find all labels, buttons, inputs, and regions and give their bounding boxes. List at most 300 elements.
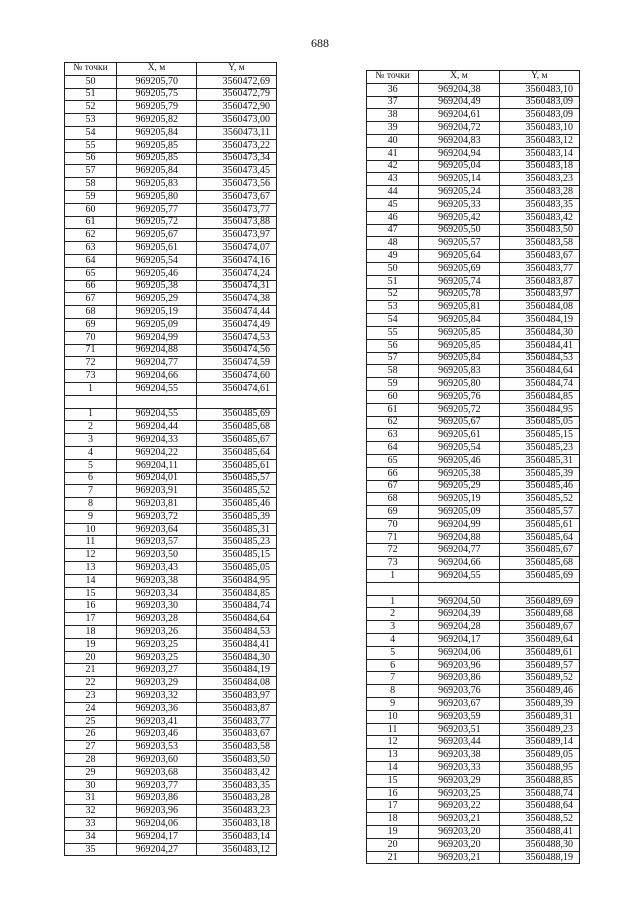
table-row <box>367 237 580 250</box>
table-row <box>65 626 277 639</box>
table-row <box>65 741 277 754</box>
y-coordinate-cell: 3560485,15 <box>499 429 579 442</box>
table-row <box>65 280 277 293</box>
point-number-cell: 72 <box>367 544 419 557</box>
table-row <box>367 429 580 442</box>
x-coordinate-cell: 969205,85 <box>419 326 499 339</box>
point-number-cell: 7 <box>65 485 117 498</box>
y-coordinate-cell: 3560488,41 <box>499 826 579 839</box>
point-number-cell: 42 <box>367 160 419 173</box>
table-row <box>367 403 580 416</box>
header-y: Y, м <box>499 71 579 84</box>
point-number-cell: 21 <box>367 851 419 864</box>
x-coordinate-cell: 969203,29 <box>419 774 499 787</box>
table-row <box>367 595 580 608</box>
point-number-cell: 10 <box>65 523 117 536</box>
y-coordinate-cell <box>197 395 277 408</box>
point-number-cell: 38 <box>367 109 419 122</box>
x-coordinate-cell: 969204,77 <box>419 544 499 557</box>
y-coordinate-cell: 3560485,57 <box>499 506 579 519</box>
table-row <box>65 485 277 498</box>
y-coordinate-cell: 3560485,69 <box>197 408 277 421</box>
point-number-cell: 36 <box>367 83 419 96</box>
point-number-cell: 26 <box>65 728 117 741</box>
y-coordinate-cell: 3560473,88 <box>197 216 277 229</box>
y-coordinate-cell: 3560485,39 <box>197 510 277 523</box>
table-row <box>65 382 277 395</box>
header-x: X, м <box>419 71 499 84</box>
y-coordinate-cell: 3560474,60 <box>197 370 277 383</box>
table-row <box>367 493 580 506</box>
point-number-cell: 3 <box>367 621 419 634</box>
table-row <box>65 88 277 101</box>
page-number: 688 <box>311 36 329 50</box>
y-coordinate-cell: 3560474,38 <box>197 293 277 306</box>
y-coordinate-cell: 3560484,95 <box>197 574 277 587</box>
point-number-cell: 66 <box>367 467 419 480</box>
x-coordinate-cell: 969205,72 <box>117 216 197 229</box>
table-row <box>65 190 277 203</box>
x-coordinate-cell: 969203,57 <box>117 536 197 549</box>
y-coordinate-cell: 3560485,61 <box>197 459 277 472</box>
point-number-cell: 8 <box>65 498 117 511</box>
table-row <box>65 344 277 357</box>
y-coordinate-cell: 3560489,23 <box>499 723 579 736</box>
table-row <box>65 562 277 575</box>
table-row <box>367 710 580 723</box>
y-coordinate-cell: 3560483,23 <box>197 805 277 818</box>
point-number-cell: 11 <box>367 723 419 736</box>
table-row <box>65 600 277 613</box>
table-row <box>367 582 580 595</box>
x-coordinate-cell <box>419 582 499 595</box>
point-number-cell: 62 <box>65 229 117 242</box>
table-row <box>65 267 277 280</box>
y-coordinate-cell: 3560488,85 <box>499 774 579 787</box>
y-coordinate-cell: 3560473,77 <box>197 203 277 216</box>
point-number-cell: 51 <box>65 88 117 101</box>
y-coordinate-cell: 3560485,57 <box>197 472 277 485</box>
x-coordinate-cell: 969203,51 <box>419 723 499 736</box>
x-coordinate-cell: 969205,69 <box>419 262 499 275</box>
table-row <box>65 408 277 421</box>
y-coordinate-cell: 3560472,79 <box>197 88 277 101</box>
y-coordinate-cell: 3560489,46 <box>499 685 579 698</box>
x-coordinate-cell: 969203,41 <box>117 715 197 728</box>
table-row <box>367 506 580 519</box>
point-number-cell: 68 <box>367 493 419 506</box>
y-coordinate-cell: 3560474,07 <box>197 242 277 255</box>
x-coordinate-cell: 969205,78 <box>419 288 499 301</box>
point-number-cell: 24 <box>65 702 117 715</box>
y-coordinate-cell: 3560484,08 <box>499 301 579 314</box>
point-number-cell: 70 <box>367 518 419 531</box>
x-coordinate-cell: 969203,72 <box>117 510 197 523</box>
point-number-cell: 34 <box>65 830 117 843</box>
table-row <box>65 446 277 459</box>
point-number-cell: 10 <box>367 710 419 723</box>
header-point-number: № точки <box>65 63 117 76</box>
table-header-row <box>65 63 277 76</box>
x-coordinate-cell: 969205,54 <box>419 442 499 455</box>
point-number-cell: 43 <box>367 173 419 186</box>
x-coordinate-cell: 969204,38 <box>419 83 499 96</box>
table-row <box>65 498 277 511</box>
point-number-cell: 1 <box>65 408 117 421</box>
table-row <box>367 634 580 647</box>
point-number-cell: 6 <box>367 659 419 672</box>
header-y: Y, м <box>197 63 277 76</box>
x-coordinate-cell: 969203,53 <box>117 741 197 754</box>
x-coordinate-cell: 969204,99 <box>117 331 197 344</box>
point-number-cell: 58 <box>65 178 117 191</box>
x-coordinate-cell: 969205,14 <box>419 173 499 186</box>
table-row <box>367 224 580 237</box>
table-row <box>367 851 580 864</box>
x-coordinate-cell: 969204,99 <box>419 518 499 531</box>
y-coordinate-cell: 3560485,64 <box>197 446 277 459</box>
y-coordinate-cell: 3560483,12 <box>197 843 277 856</box>
x-coordinate-cell: 969205,72 <box>419 403 499 416</box>
table-row <box>367 698 580 711</box>
x-coordinate-cell: 969205,77 <box>117 203 197 216</box>
y-coordinate-cell: 3560484,74 <box>197 600 277 613</box>
x-coordinate-cell: 969205,50 <box>419 224 499 237</box>
header-point-number: № точки <box>367 71 419 84</box>
x-coordinate-cell: 969204,72 <box>419 122 499 135</box>
y-coordinate-cell: 3560485,05 <box>197 562 277 575</box>
y-coordinate-cell: 3560483,58 <box>499 237 579 250</box>
point-number-cell: 39 <box>367 122 419 135</box>
table-header-row <box>367 71 580 84</box>
point-number-cell: 60 <box>65 203 117 216</box>
y-coordinate-cell: 3560489,69 <box>499 595 579 608</box>
y-coordinate-cell: 3560473,97 <box>197 229 277 242</box>
table-row <box>367 275 580 288</box>
y-coordinate-cell: 3560485,64 <box>499 531 579 544</box>
x-coordinate-cell: 969205,09 <box>419 506 499 519</box>
y-coordinate-cell: 3560484,41 <box>499 339 579 352</box>
x-coordinate-cell: 969205,09 <box>117 318 197 331</box>
y-coordinate-cell: 3560483,23 <box>499 173 579 186</box>
point-number-cell: 65 <box>367 454 419 467</box>
point-number-cell: 2 <box>65 421 117 434</box>
y-coordinate-cell: 3560484,30 <box>197 651 277 664</box>
y-coordinate-cell: 3560483,18 <box>197 818 277 831</box>
table-row <box>65 114 277 127</box>
y-coordinate-cell: 3560483,87 <box>499 275 579 288</box>
x-coordinate-cell: 969203,20 <box>419 838 499 851</box>
y-coordinate-cell: 3560474,24 <box>197 267 277 280</box>
table-row <box>65 459 277 472</box>
point-number-cell: 67 <box>367 480 419 493</box>
point-number-cell: 69 <box>367 506 419 519</box>
y-coordinate-cell: 3560473,34 <box>197 152 277 165</box>
y-coordinate-cell: 3560483,10 <box>499 122 579 135</box>
point-number-cell: 73 <box>65 370 117 383</box>
y-coordinate-cell: 3560488,64 <box>499 800 579 813</box>
x-coordinate-cell: 969203,21 <box>419 813 499 826</box>
x-coordinate-cell: 969203,28 <box>117 613 197 626</box>
x-coordinate-cell: 969204,01 <box>117 472 197 485</box>
x-coordinate-cell: 969204,77 <box>117 357 197 370</box>
y-coordinate-cell: 3560473,45 <box>197 165 277 178</box>
x-coordinate-cell: 969203,26 <box>117 626 197 639</box>
x-coordinate-cell: 969203,30 <box>117 600 197 613</box>
point-number-cell: 50 <box>367 262 419 275</box>
table-row <box>367 826 580 839</box>
table-body-left <box>65 75 277 856</box>
x-coordinate-cell: 969205,84 <box>419 352 499 365</box>
point-number-cell: 48 <box>367 237 419 250</box>
table-row <box>367 96 580 109</box>
table-row <box>367 390 580 403</box>
y-coordinate-cell: 3560485,52 <box>499 493 579 506</box>
point-number-cell: 14 <box>65 574 117 587</box>
y-coordinate-cell: 3560474,56 <box>197 344 277 357</box>
x-coordinate-cell: 969205,29 <box>117 293 197 306</box>
x-coordinate-cell: 969203,21 <box>419 851 499 864</box>
table-row <box>367 518 580 531</box>
x-coordinate-cell: 969204,49 <box>419 96 499 109</box>
point-number-cell: 4 <box>367 634 419 647</box>
table-row <box>367 173 580 186</box>
y-coordinate-cell: 3560485,68 <box>499 557 579 570</box>
y-coordinate-cell: 3560473,22 <box>197 139 277 152</box>
point-number-cell: 60 <box>367 390 419 403</box>
table-row <box>367 544 580 557</box>
y-coordinate-cell: 3560489,68 <box>499 608 579 621</box>
x-coordinate-cell: 969203,44 <box>419 736 499 749</box>
point-number-cell: 61 <box>65 216 117 229</box>
x-coordinate-cell: 969205,29 <box>419 480 499 493</box>
x-coordinate-cell: 969205,80 <box>117 190 197 203</box>
x-coordinate-cell: 969204,17 <box>419 634 499 647</box>
point-number-cell: 64 <box>367 442 419 455</box>
y-coordinate-cell: 3560483,67 <box>499 250 579 263</box>
x-coordinate-cell: 969204,94 <box>419 147 499 160</box>
x-coordinate-cell <box>117 395 197 408</box>
y-coordinate-cell: 3560483,77 <box>197 715 277 728</box>
table-row <box>65 229 277 242</box>
point-number-cell: 37 <box>367 96 419 109</box>
y-coordinate-cell: 3560484,64 <box>197 613 277 626</box>
point-number-cell: 41 <box>367 147 419 160</box>
table-row <box>367 749 580 762</box>
table-row <box>367 352 580 365</box>
table-row <box>65 754 277 767</box>
point-number-cell: 32 <box>65 805 117 818</box>
point-number-cell: 29 <box>65 766 117 779</box>
point-number-cell: 46 <box>367 211 419 224</box>
point-number-cell: 15 <box>367 774 419 787</box>
table-row <box>65 306 277 319</box>
x-coordinate-cell: 969203,64 <box>117 523 197 536</box>
y-coordinate-cell: 3560485,46 <box>499 480 579 493</box>
y-coordinate-cell: 3560483,97 <box>499 288 579 301</box>
x-coordinate-cell: 969204,28 <box>419 621 499 634</box>
point-number-cell: 63 <box>367 429 419 442</box>
table-row <box>65 75 277 88</box>
x-coordinate-cell: 969203,81 <box>117 498 197 511</box>
x-coordinate-cell: 969205,79 <box>117 101 197 114</box>
y-coordinate-cell: 3560485,46 <box>197 498 277 511</box>
point-number-cell: 27 <box>65 741 117 754</box>
x-coordinate-cell: 969204,39 <box>419 608 499 621</box>
x-coordinate-cell: 969204,33 <box>117 434 197 447</box>
y-coordinate-cell: 3560485,67 <box>197 434 277 447</box>
x-coordinate-cell: 969205,67 <box>117 229 197 242</box>
table-row <box>65 638 277 651</box>
x-coordinate-cell: 969204,55 <box>117 408 197 421</box>
x-coordinate-cell: 969205,84 <box>419 314 499 327</box>
table-row <box>65 805 277 818</box>
y-coordinate-cell: 3560489,05 <box>499 749 579 762</box>
point-number-cell: 73 <box>367 557 419 570</box>
y-coordinate-cell: 3560483,50 <box>499 224 579 237</box>
table-row <box>367 659 580 672</box>
x-coordinate-cell: 969205,46 <box>117 267 197 280</box>
table-row <box>65 472 277 485</box>
y-coordinate-cell: 3560472,90 <box>197 101 277 114</box>
point-number-cell: 59 <box>367 378 419 391</box>
y-coordinate-cell: 3560483,67 <box>197 728 277 741</box>
y-coordinate-cell: 3560484,53 <box>197 626 277 639</box>
x-coordinate-cell: 969205,81 <box>419 301 499 314</box>
point-number-cell: 3 <box>65 434 117 447</box>
x-coordinate-cell: 969205,61 <box>419 429 499 442</box>
y-coordinate-cell: 3560484,08 <box>197 677 277 690</box>
x-coordinate-cell: 969205,80 <box>419 378 499 391</box>
coordinates-table-left <box>64 62 277 856</box>
point-number-cell: 31 <box>65 792 117 805</box>
table-row <box>367 608 580 621</box>
y-coordinate-cell: 3560484,85 <box>499 390 579 403</box>
x-coordinate-cell: 969205,83 <box>419 365 499 378</box>
x-coordinate-cell: 969204,66 <box>117 370 197 383</box>
point-number-cell: 67 <box>65 293 117 306</box>
point-number-cell: 71 <box>65 344 117 357</box>
point-number-cell: 47 <box>367 224 419 237</box>
table-row <box>65 293 277 306</box>
y-coordinate-cell: 3560485,23 <box>499 442 579 455</box>
point-number-cell: 19 <box>65 638 117 651</box>
y-coordinate-cell: 3560483,14 <box>499 147 579 160</box>
y-coordinate-cell: 3560483,87 <box>197 702 277 715</box>
x-coordinate-cell: 969203,38 <box>117 574 197 587</box>
x-coordinate-cell: 969204,66 <box>419 557 499 570</box>
x-coordinate-cell: 969205,84 <box>117 126 197 139</box>
table-row <box>367 339 580 352</box>
point-number-cell: 7 <box>367 672 419 685</box>
y-coordinate-cell: 3560485,69 <box>499 570 579 583</box>
table-row <box>65 843 277 856</box>
x-coordinate-cell: 969205,85 <box>419 339 499 352</box>
y-coordinate-cell: 3560484,30 <box>499 326 579 339</box>
point-number-cell: 71 <box>367 531 419 544</box>
point-number-cell: 45 <box>367 198 419 211</box>
x-coordinate-cell: 969205,42 <box>419 211 499 224</box>
table-row <box>65 510 277 523</box>
point-number-cell: 33 <box>65 818 117 831</box>
point-number-cell: 59 <box>65 190 117 203</box>
table-row <box>367 262 580 275</box>
x-coordinate-cell: 969205,46 <box>419 454 499 467</box>
x-coordinate-cell: 969203,96 <box>117 805 197 818</box>
point-number-cell: 44 <box>367 186 419 199</box>
x-coordinate-cell: 969204,50 <box>419 595 499 608</box>
x-coordinate-cell: 969203,67 <box>419 698 499 711</box>
point-number-cell: 19 <box>367 826 419 839</box>
table-row <box>367 646 580 659</box>
x-coordinate-cell: 969203,32 <box>117 690 197 703</box>
table-row <box>65 101 277 114</box>
y-coordinate-cell: 3560485,52 <box>197 485 277 498</box>
y-coordinate-cell: 3560485,15 <box>197 549 277 562</box>
point-number-cell: 23 <box>65 690 117 703</box>
table-row <box>367 685 580 698</box>
table-row <box>367 454 580 467</box>
x-coordinate-cell: 969203,25 <box>117 638 197 651</box>
point-number-cell <box>367 582 419 595</box>
y-coordinate-cell: 3560483,50 <box>197 754 277 767</box>
x-coordinate-cell: 969205,75 <box>117 88 197 101</box>
table-row <box>65 715 277 728</box>
point-number-cell: 13 <box>65 562 117 575</box>
point-number-cell: 70 <box>65 331 117 344</box>
point-number-cell: 57 <box>65 165 117 178</box>
y-coordinate-cell: 3560483,97 <box>197 690 277 703</box>
point-number-cell: 54 <box>65 126 117 139</box>
y-coordinate-cell: 3560489,14 <box>499 736 579 749</box>
y-coordinate-cell: 3560488,30 <box>499 838 579 851</box>
table-row <box>367 186 580 199</box>
point-number-cell: 56 <box>65 152 117 165</box>
x-coordinate-cell: 969205,64 <box>419 250 499 263</box>
y-coordinate-cell: 3560483,35 <box>197 779 277 792</box>
point-number-cell: 18 <box>367 813 419 826</box>
y-coordinate-cell: 3560488,52 <box>499 813 579 826</box>
x-coordinate-cell: 969204,06 <box>117 818 197 831</box>
point-number-cell: 14 <box>367 762 419 775</box>
table-row <box>367 250 580 263</box>
x-coordinate-cell: 969203,60 <box>117 754 197 767</box>
point-number-cell: 20 <box>367 838 419 851</box>
table-row <box>65 830 277 843</box>
table-row <box>65 395 277 408</box>
table-row <box>367 621 580 634</box>
y-coordinate-cell: 3560485,61 <box>499 518 579 531</box>
y-coordinate-cell: 3560474,61 <box>197 382 277 395</box>
y-coordinate-cell: 3560488,95 <box>499 762 579 775</box>
x-coordinate-cell: 969203,86 <box>117 792 197 805</box>
x-coordinate-cell: 969203,34 <box>117 587 197 600</box>
x-coordinate-cell: 969205,85 <box>117 152 197 165</box>
point-number-cell: 1 <box>367 570 419 583</box>
table-row <box>65 587 277 600</box>
header-x: X, м <box>117 63 197 76</box>
point-number-cell: 21 <box>65 664 117 677</box>
x-coordinate-cell: 969205,76 <box>419 390 499 403</box>
table-row <box>367 736 580 749</box>
point-number-cell: 15 <box>65 587 117 600</box>
table-row <box>367 800 580 813</box>
x-coordinate-cell: 969203,20 <box>419 826 499 839</box>
point-number-cell: 56 <box>367 339 419 352</box>
table-row <box>367 109 580 122</box>
table-row <box>65 216 277 229</box>
table-row <box>65 318 277 331</box>
